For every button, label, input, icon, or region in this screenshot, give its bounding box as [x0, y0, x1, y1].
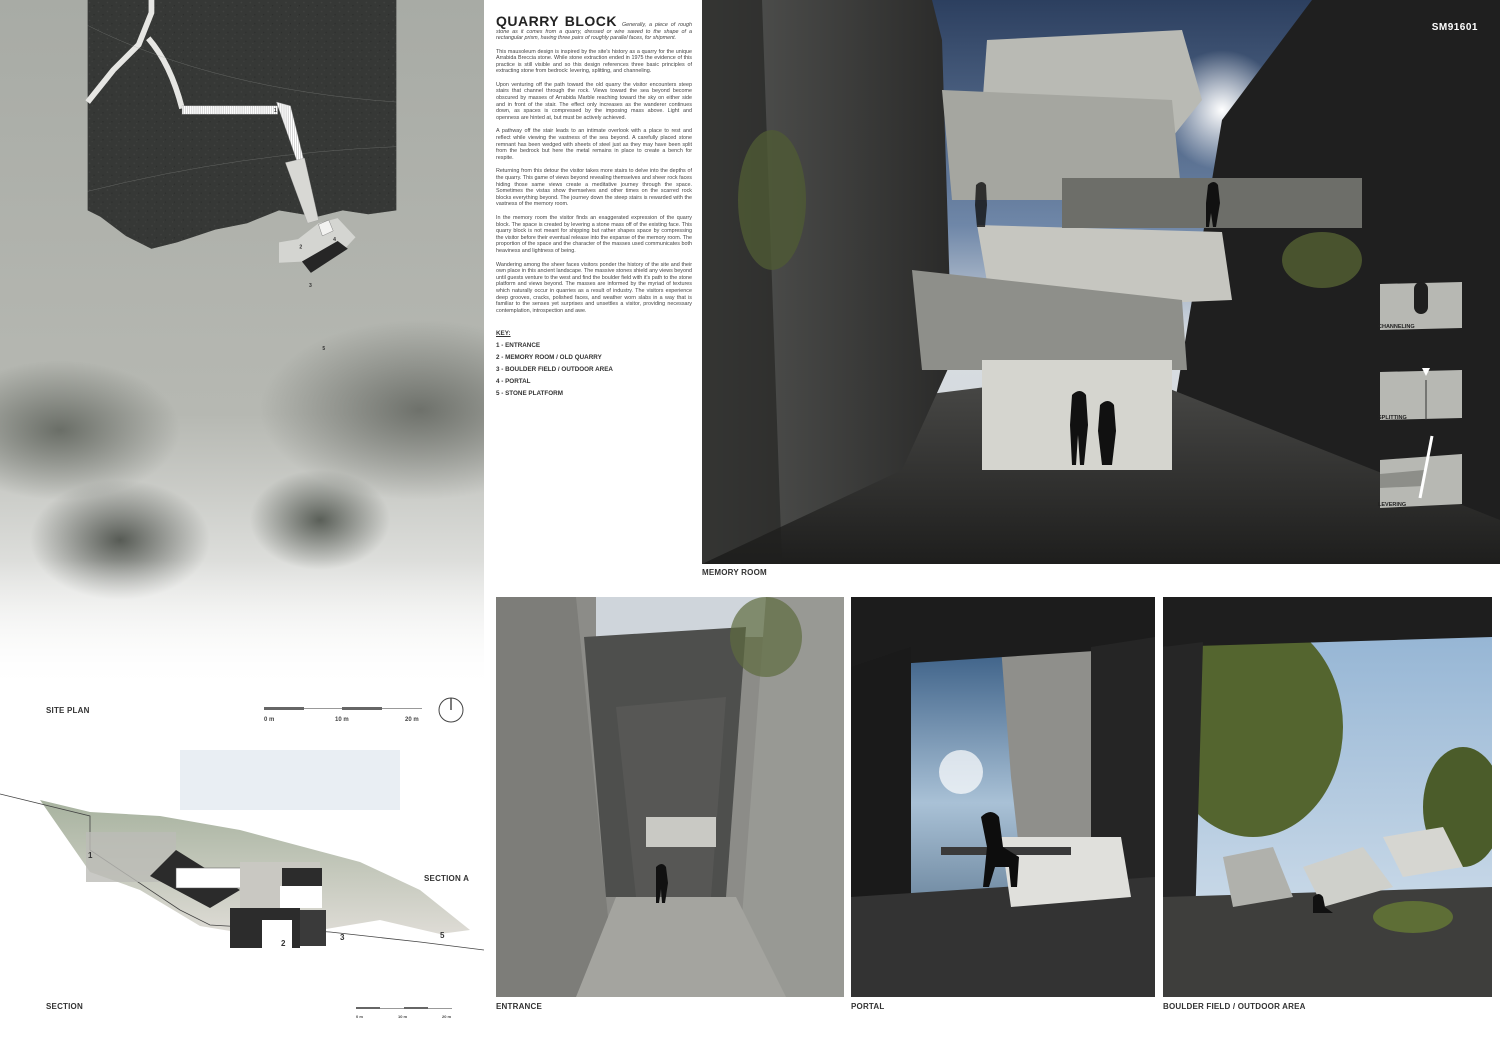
key-legend — [496, 328, 692, 400]
boulder-field-caption: BOULDER FIELD / OUTDOOR AREA — [1163, 1002, 1306, 1011]
north-arrow-icon — [437, 696, 465, 724]
splitting-diagram — [1376, 366, 1468, 424]
entrance-render — [496, 597, 844, 997]
paragraph-4: Returning from this detour the visitor takes more stairs to delve into the depths of the quarry. This game of views beyond revealing themselves and sheer rock faces hiding those same views create a meditative journey through the space. Sometimes the vistas show themselves and other times on the scarred rock blocks everything beyond. The journey down the steep stairs is rewarded with the vastness of the memory room. — [496, 168, 692, 208]
memory-room-caption: MEMORY ROOM — [702, 568, 767, 577]
paragraph-2: Upon venturing off the path toward the old quarry the visitor encounters steep stairs that channel through the rock. Views toward the sea beyond become obscured by masses of Arrabida Marble reaching toward the sky on either side and in front of the stair. The effect only increases as the wanderer continues down, as spaces is compressed by the imposing mass above. Light and openness are hinted at, but must be actively achieved. — [496, 81, 692, 121]
site-plan-scale-bar — [264, 705, 424, 729]
quarry-block-definition: Generally, a piece of rough stone as it comes from a quarry, dressed or wire sawed to the shape of a rectangular prism, having three pairs of roughly parallel faces, for shipment. — [496, 22, 693, 41]
site-plan-image — [0, 0, 484, 690]
section-marker-1: 1 — [88, 851, 93, 860]
portal-caption: PORTAL — [851, 1002, 885, 1011]
section-scale-10: 10 m — [398, 1014, 408, 1019]
levering-diagram — [1376, 434, 1468, 514]
plan-marker-2: 2 — [299, 244, 303, 251]
paragraph-5: In the memory room the visitor finds an exaggerated expression of the quarry block. The space is created by levering a stone mass off of the existing face. This quarry block is not meant for shipping but rather shapes space by compressing the visitor before their eventual release into the expanse of the memory room. The proportion of the space and the character of the masses used communicates both heaviness and lightness of being. — [496, 214, 692, 254]
key-item: 3 - BOULDER FIELD / OUTDOOR AREA — [496, 366, 613, 374]
project-title: QUARRY BLOCK — [496, 13, 617, 29]
section-marker-4: 4 — [294, 897, 299, 906]
levering-label: LEVERING — [1378, 502, 1407, 508]
scale-label-10: 10 m — [335, 717, 349, 723]
channeling-diagram — [1376, 278, 1468, 334]
entrance-caption: ENTRANCE — [496, 1002, 543, 1011]
description-column — [496, 13, 693, 400]
paragraph-1: This mausoleum design is inspired by the site's history as a quarry for the unique Arrabida Breccia stone. While stone extraction ended in 1975 the evidence of this practice is still visible and so this design references three basic principles of extracting stone from bedrock: levering, splitting, and channeling. — [496, 48, 692, 75]
channeling-label: CHANNELING — [1378, 324, 1415, 330]
paragraph-6: Wandering among the sheer faces visitors ponder the history of the site and their own place in this ancient landscape. The massive stones shield any views beyond until guests venture to the west and find the boulder field with it's path to the stone platform and views beyond. The masses are informed by the myriad of textures which naturally occur in quarries as a result of industry. The visitors experience deep grooves, cracks, polished faces, and weather worn slabs in a way that is familiar to the senses yet surprises and unsettles a visitor, providing necessary contemplation, introspection and awe. — [496, 261, 692, 314]
scale-label-20: 20 m — [405, 717, 419, 723]
site-plan-drawing — [0, 0, 484, 440]
plan-fade-overlay — [0, 560, 484, 690]
section-a-label: SECTION A — [424, 874, 470, 883]
key-heading: KEY: — [496, 330, 511, 338]
boulder-field-render — [1163, 597, 1492, 997]
splitting-label: SPLITTING — [1378, 415, 1407, 421]
section-marker-2: 2 — [281, 939, 286, 948]
section-caption: SECTION — [46, 1002, 83, 1011]
section-marker-3: 3 — [340, 933, 345, 942]
key-item: 4 - PORTAL — [496, 378, 531, 386]
plan-marker-3: 3 — [308, 282, 312, 289]
key-item: 2 - MEMORY ROOM / OLD QUARRY — [496, 354, 602, 362]
plan-marker-4: 4 — [333, 237, 337, 244]
project-id: SM91601 — [1431, 22, 1478, 33]
section-scale-0: 0 m — [356, 1014, 363, 1019]
portal-render — [851, 597, 1155, 997]
intro-block — [496, 13, 693, 42]
key-item: 5 - STONE PLATFORM — [496, 390, 563, 398]
scale-label-0: 0 m — [264, 717, 275, 723]
section-drawing — [0, 750, 484, 970]
section-marker-5: 5 — [440, 931, 445, 940]
plan-marker-1: 1 — [273, 108, 277, 115]
key-item: 1 - ENTRANCE — [496, 342, 541, 350]
plan-marker-5: 5 — [322, 346, 326, 353]
section-scale-bar — [356, 1006, 456, 1022]
section-scale-20: 20 m — [442, 1014, 452, 1019]
memory-room-render — [702, 0, 1500, 564]
paragraph-3: A pathway off the stair leads to an intimate overlook with a place to rest and reflect while viewing the vastness of the sea beyond. A carefully placed stone remnant has been wedged with sheets of steel just as they may have been split from the bedrock but here the metal remains in place to create a bench for respite. — [496, 128, 692, 161]
site-plan-caption: SITE PLAN — [46, 706, 90, 715]
